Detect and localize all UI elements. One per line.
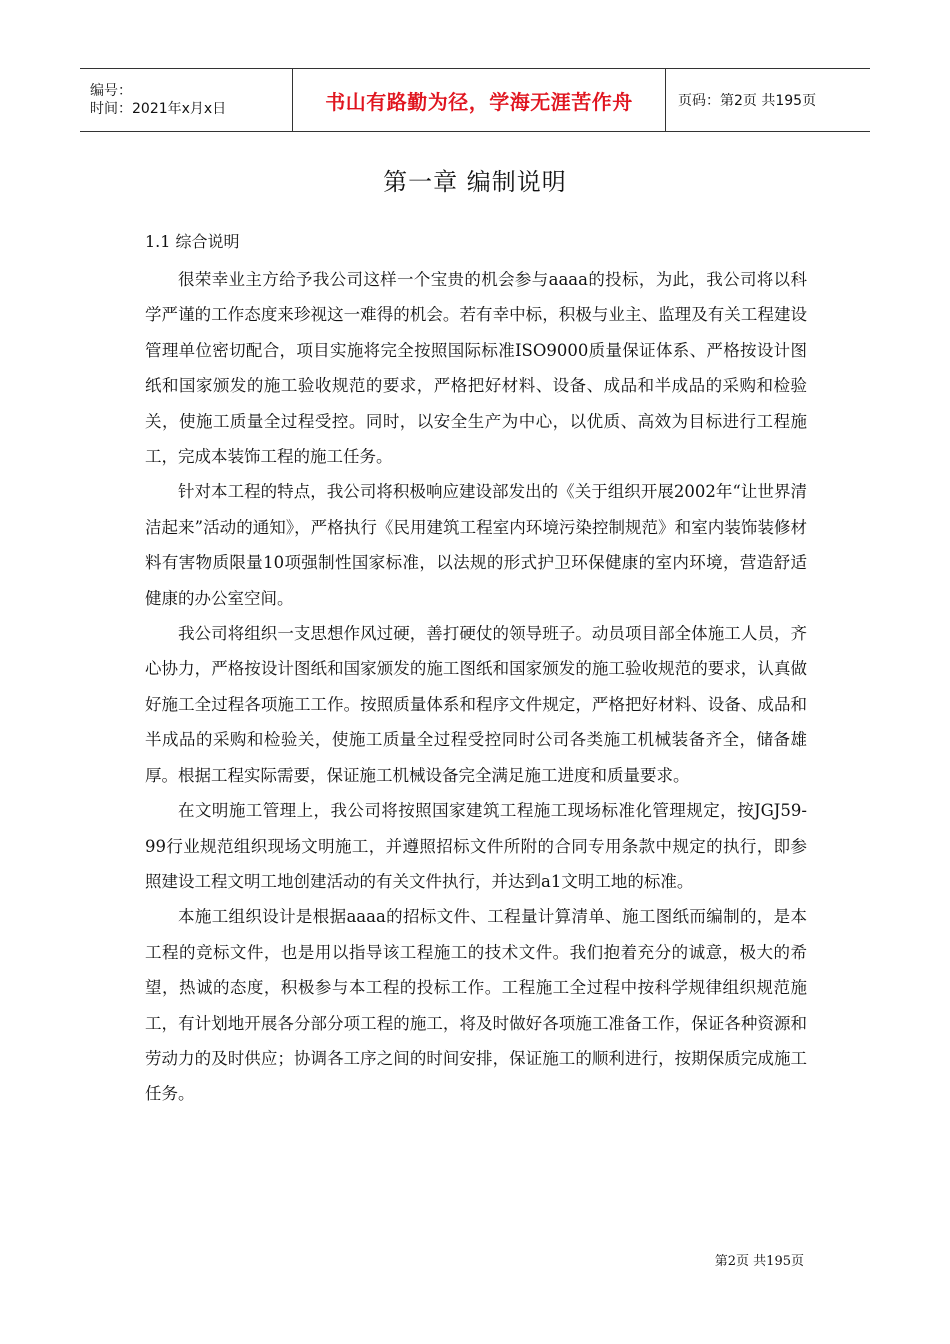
doc-number-label: 编号： [90, 83, 132, 99]
paragraph: 很荣幸业主方给予我公司这样一个宝贵的机会参与aaaa的投标，为此，我公司将以科学严谨的工作态度来珍视这一难得的机会。若有幸中标，积极与业主、监理及有关工程建设管理单位密切配合，项目实施将完全按照国际标准ISO9000质量保证体系、严格按设计图纸和国家颁发的施工验收规范的要求，严格把好材料、设备、成品和半成品的采购和检验关，使施工质量全过程受控。同时，以安全生产为中心，以优质、高效为目标进行工程施工，完成本装饰工程的施工任务。 [145, 270, 807, 467]
page-footer: 第2页 共195页 [714, 1254, 804, 1269]
paragraph: 本施工组织设计是根据aaaa的招标文件、工程量计算清单、施工图纸而编制的，是本工程的竞标文件，也是用以指导该工程施工的技术文件。我们抱着充分的诚意，极大的希望，热诚的态度，积极参与本工程的投标工作。工程施工全过程中按科学规律组织规范施工，有计划地开展各分部分项工程的施工，将及时做好各项施工准备工作，保证各种资源和劳动力的及时供应；协调各工序之间的时间安排，保证施工的顺利进行，按期保质完成施工任务。 [145, 907, 807, 1104]
header-motto-cell [292, 69, 666, 131]
chapter-title: 第一章 编制说明 [383, 168, 567, 196]
header-date: 时间：2021年x月x日 [90, 101, 227, 117]
paragraph: 针对本工程的特点，我公司将积极响应建设部发出的《关于组织开展2002年“让世界清洁起来”活动的通知》，严格执行《民用建筑工程室内环境污染控制规范》和室内装饰装修材料有害物质限量10项强制性国家标准，以法规的形式护卫环保健康的室内环境，营造舒适健康的办公室空间。 [145, 482, 807, 608]
paragraph: 在文明施工管理上，我公司将按照国家建筑工程施工现场标准化管理规定，按JGJ59-99行业规范组织现场文明施工，并遵照招标文件所附的合同专用条款中规定的执行，即参照建设工程文明工地创建活动的有关文件执行，并达到a1文明工地的标准。 [145, 801, 807, 891]
paragraph: 我公司将组织一支思想作风过硬，善打硬仗的领导班子。动员项目部全体施工人员，齐心协力，严格按设计图纸和国家颁发的施工图纸和国家颁发的施工验收规范的要求，认真做好施工全过程各项施工工作。按照质量体系和程序文件规定，严格把好材料、设备、成品和半成品的采购和检验关，使施工质量全过程受控同时公司各类施工机械装备齐全，储备雄厚。根据工程实际需要，保证施工机械设备完全满足施工进度和质量要求。 [145, 624, 807, 785]
header-page-cell [666, 69, 870, 131]
page-header [80, 68, 870, 132]
document-body [145, 228, 807, 1112]
header-meta [80, 69, 292, 131]
header-motto: 书山有路勤为径，学海无涯苦作舟 [325, 89, 633, 114]
header-page-info: 页码：第2页 共195页 [678, 93, 817, 109]
section-heading: 1.1 综合说明 [145, 232, 240, 251]
